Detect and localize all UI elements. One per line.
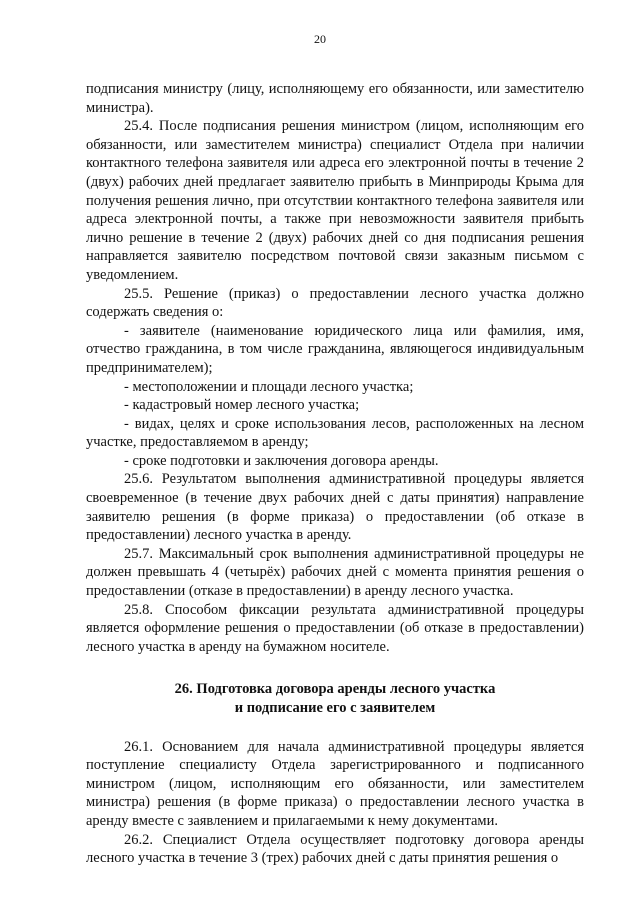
paragraph: - местоположении и площади лесного участка; <box>124 378 414 395</box>
document-body <box>86 80 584 868</box>
paragraph: - видах, целях и сроке использования лесов, расположенных на лесном участке, предоставляемом в аренду; <box>86 415 584 451</box>
paragraph: 25.6. Результатом выполнения административной процедуры является своевременное (в течение двух рабочих дней с даты принятия) направление заявителю решения (в форме приказа) о предоставлении (об отказе в предоставлении) лесного участка в аренду. <box>86 471 584 544</box>
paragraph: 25.7. Максимальный срок выполнения административной процедуры не должен превышать 4 (четырёх) рабочих дней с момента принятия решения о предоставлении (отказе в предоставлении) в аренду лесного участка. <box>86 545 584 600</box>
paragraph: - кадастровый номер лесного участка; <box>124 397 360 414</box>
paragraph: 25.8. Способом фиксации результата административной процедуры является оформление решения о предоставлении (об отказе в предоставлении) лесного участка в аренду на бумажном носителе. <box>86 601 584 655</box>
section-heading-line-2: и подписание его с заявителем <box>234 700 436 716</box>
paragraph: 26.1. Основанием для начала административной процедуры является поступление специалисту Отдела зарегистрированного и подписанного министром (лицом, исполняющим его обязанности, или заместителем министра) решения (в форме приказа) о предоставлении лесного участка в аренду вместе с заявлением и прилагаемыми к нему документами. <box>86 738 584 829</box>
paragraph: 25.5. Решение (приказ) о предоставлении лесного участка должно содержать сведения о: <box>86 285 584 321</box>
paragraph: 26.2. Специалист Отдела осуществляет подготовку договора аренды лесного участка в течение 3 (трех) рабочих дней с даты принятия решения о <box>86 831 584 867</box>
section-heading <box>86 680 584 717</box>
paragraph: подписания министру (лицу, исполняющему его обязанности, или заместителю министра). <box>86 81 584 116</box>
page-number: 20 <box>314 32 326 46</box>
paragraph: - заявителе (наименование юридического лица или фамилия, имя, отчество гражданина, в том числе гражданина, являющегося индивидуальным предпринимателем); <box>86 322 584 376</box>
section-25-text <box>86 80 584 656</box>
paragraph: 25.4. После подписания решения министром (лицом, исполняющим его обязанности, или заместителем министра) специалист Отдела при наличии контактного телефона заявителя или адреса его электронной почты в течение 2 (двух) рабочих дней предлагает заявителю прибыть в Минприроды Крыма для получения решения лично, при отсутствии контактного телефона заявителя или адреса электронной почты, а также при невозможности заявителя прибыть лично решение в течение 2 (двух) рабочих дней со дня подписания решения направляется заявителю посредством почтовой связи заказным письмом с уведомлением. <box>86 118 584 283</box>
paragraph: - сроке подготовки и заключения договора аренды. <box>124 452 439 469</box>
section-heading-line-1: 26. Подготовка договора аренды лесного участка <box>174 681 496 698</box>
section-26-text <box>86 738 584 868</box>
